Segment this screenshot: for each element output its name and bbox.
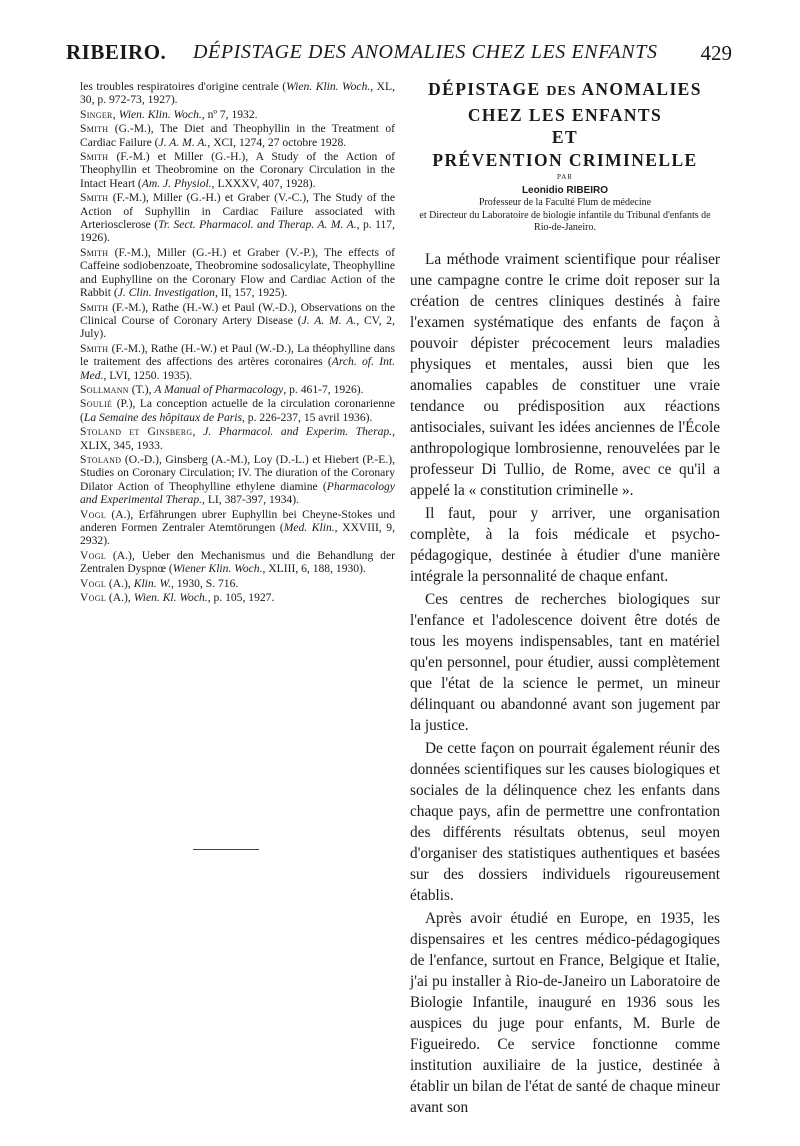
body-paragraph: Il faut, pour y arriver, une organisation complète, à la fois médicale et psycho-pédagogique, destinée à étudier d'une manière intégrale la personnalité de chaque enfant. xyxy=(410,505,720,585)
reference-entry: Smith (F.-M.), Miller (G.-H.) et Graber (V.-C.), The Study of the Action of Suphyllin in Cardiac Failure associated with Arteriosclerose (Tr. Sect. Pharmacol. and Therap. A. M. A., p. 117, 1926). xyxy=(80,191,395,245)
running-head-title: DÉPISTAGE DES ANOMALIES CHEZ LES ENFANTS xyxy=(193,41,658,63)
reference-entry: les troubles respiratoires d'origine centrale (Wien. Klin. Woch., XL, 30, p. 972-73, 1927). xyxy=(80,80,396,107)
reference-entry: Smith (F.-M.), Rathe (H.-W.) et Paul (W.-D.), Observations on the Clinical Course of Coronary Artery Disease (J. A. M. A., CV, 2, July). xyxy=(80,300,395,341)
reference-entry: Sollmann (T.), A Manual of Pharmacology, p. 461-7, 1926). xyxy=(80,382,364,396)
references-column xyxy=(80,80,395,605)
reference-entry: Stoland et Ginsberg, J. Pharmacol. and Experim. Therap., XLIX, 345, 1933. xyxy=(80,425,395,452)
reference-entry: Smith (F.-M.) et Miller (G.-H.), A Study of the Action of Theophyllin et Theobromine on the Coronary Circulation in the Intact Heart (Am. J. Physiol., LXXXV, 407, 1928). xyxy=(80,150,395,190)
article-title-line: PRÉVENTION CRIMINELLE xyxy=(432,149,698,170)
article-title-line: DÉPISTAGE DES ANOMALIES xyxy=(428,79,702,99)
reference-entry: Vogl (A.), Ueber den Mechanismus und die Behandlung der Zentralen Dyspnœ (Wiener Klin. Woch., XLIII, 6, 188, 1930). xyxy=(80,548,395,576)
reference-entry: Singer, Wien. Klin. Woch., nº 7, 1932. xyxy=(80,107,258,121)
section-divider xyxy=(193,849,259,850)
article-title-line: CHEZ LES ENFANTS xyxy=(467,104,663,125)
article-title-line: ET xyxy=(551,127,579,147)
reference-entry: Vogl (A.), Erfährungen ubrer Euphyllin bei Cheyne-Stokes und anderen Formen Zentraler Atemtörungen (Med. Klin., XXVIII, 9, 2932). xyxy=(80,507,395,548)
running-head-author: RIBEIRO. xyxy=(66,40,167,64)
page-number: 429 xyxy=(700,41,732,65)
reference-entry: Vogl (A.), Wien. Kl. Woch., p. 105, 1927. xyxy=(80,591,275,605)
reference-entry: Vogl (A.), Klin. W., 1930, S. 716. xyxy=(80,576,239,590)
author-affiliation: Professeur de la Faculté Flum de médecine xyxy=(478,197,652,208)
reference-entry: Smith (F.-M.), Rathe (H.-W.) et Paul (W.-D.), La théophylline dans le traitement des affections des artères coronaires (Arch. of. Int. Med., LVI, 1250. 1935). xyxy=(80,341,395,382)
body-paragraph: Ces centres de recherches biologiques sur l'enfance et l'adolescence doivent être dotés de tous les moyens indispensables, tant en matériel qu'en personnel, pour étudier, aussi complètement que l'état de la science le permet, un mineur délinquant ou abandonné avant son jugement par la justice. xyxy=(410,591,720,734)
reference-entry: Soulié (P.), La conception actuelle de la circulation coronarienne (La Semaine des hôpitaux de Paris, p. 226-237, 15 avril 1936). xyxy=(80,397,395,424)
running-head xyxy=(66,40,732,70)
body-paragraph: De cette façon on pourrait également réunir des données scientifiques sur les causes biologiques et sociales de la délinquence chez les enfants dans chaque pays, afin de permettre une confrontation des différents résultats obtenus, seul moyen d'organiser des statistiques authentiques et basées sur des dossiers individuels rigoureusement établis. xyxy=(410,740,720,904)
reference-entry: Smith (G.-M.), The Diet and Theophyllin in the Treatment of Cardiac Failure (J. A. M. A., XCI, 1274, 27 octobre 1928. xyxy=(80,122,395,149)
body-paragraph: Après avoir étudié en Europe, en 1935, les dispensaires et les centres médico-pédagogiques de l'enfance, surtout en France, Belgique et Italie, j'ai pu installer à Rio-de-Janeiro un Laboratoire de Biologie Infantile, inauguré en 1936 sous les auspices du juge pour enfants, M. Burle de Figueiredo. Ce service fonctionne comme institution auxiliaire de la justice, destinée à établir un bilan de l'état de santé de chaque mineur avant son xyxy=(410,910,720,1116)
byline-par: PAR xyxy=(557,173,573,181)
reference-entry: Smith (F.-M.), Miller (G.-H.) et Graber (V.-P.), The effects of Caffeine sodiobenzoate, Theobromine sodosalicylate, Theophylline and Euphylline on the Coronary Flow and Cardiac Action of the Rabbit (J. Clin. Investigation, II, 157, 1925). xyxy=(80,245,395,300)
reference-entry: Stoland (O.-D.), Ginsberg (A.-M.), Loy (D.-L.) et Hiebert (P.-E.), Studies on Coronary Circulation; IV. The diuration of the Coronary Dilator Action of Theophylline ethylene diamine (Pharmacology and Experimental Therap., LI, 387-397, 1934). xyxy=(80,452,395,507)
author-name: Leonidio RIBEIRO xyxy=(521,185,609,196)
author-affiliation: et Directeur du Laboratoire de biologie infantile du Tribunal d'enfants de Rio-de-Janeiro. xyxy=(419,210,711,233)
article-body xyxy=(410,249,720,1118)
body-paragraph: La méthode vraiment scientifique pour réaliser une campagne contre le crime doit reposer sur la création de centres cliniques destinés à faire l'examen systématique des enfants de façon à pouvoir dépister précocement leurs maladies physiques et mentales, aussi bien que les anomalies capables de constituer une vraie tendance ou prédisposition aux réactions antisociales, suivant les idées anciennes de l'École anthropologique lombrosienne, renouvelées par le professeur Di Tullio, de Rome, avec ce qu'il a appelé la « constitution criminelle ». xyxy=(410,251,720,499)
article-column xyxy=(410,78,720,1120)
